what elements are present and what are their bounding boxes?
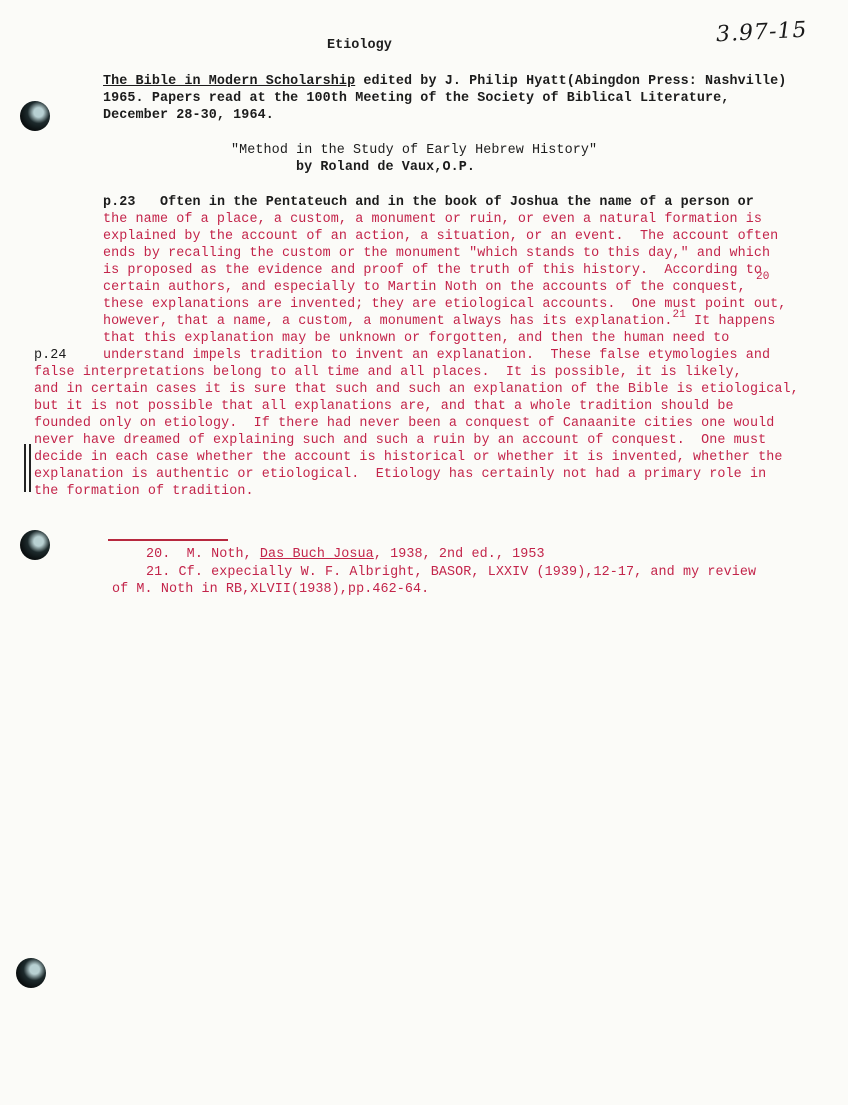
footnote-ref-21: 21: [672, 309, 686, 321]
body-line-8-tail: It happens: [685, 314, 776, 329]
body-line-3: explained by the account of an action, a situation, or an event. The account often: [103, 229, 779, 244]
body-line-14: founded only on etiology. If there had never been a conquest of Canaanite cities one would: [34, 416, 775, 431]
body-line-15: never have dreamed of explaining such and such a ruin by an account of conquest. One must: [34, 433, 767, 448]
citation-line-3: December 28-30, 1964.: [103, 108, 274, 123]
footnote-20-edition: , 1938, 2nd ed., 1953: [373, 547, 545, 562]
footnote-20: [146, 546, 545, 563]
footnote-21-line-1: 21. Cf. expecially W. F. Albright, BASOR, LXXIV (1939),12-17, and my review: [146, 565, 757, 580]
body-line-18: the formation of tradition.: [34, 484, 254, 499]
body-line-16: decide in each case whether the account is historical or whether it is invented, whether the: [34, 450, 783, 465]
page-marker-24: p.24: [34, 348, 67, 363]
footnote-20-title: Das Buch Josua: [259, 547, 374, 562]
body-line-6: certain authors, and especially to Martin Noth on the accounts of the conquest,: [103, 280, 746, 295]
footnote-ref-20: 20: [756, 271, 770, 283]
article-author: by Roland de Vaux,O.P.: [296, 160, 475, 175]
punch-hole-bottom: [16, 958, 46, 988]
citation-line-2: 1965. Papers read at the 100th Meeting of the Society of Biblical Literature,: [103, 91, 730, 106]
body-line-10: understand impels tradition to invent an explanation. These false etymologies and: [103, 348, 771, 363]
page-heading: Etiology: [327, 38, 392, 53]
body-line-5-text: is proposed as the evidence and proof of the truth of this history. According to: [103, 263, 762, 278]
margin-mark-1: [24, 444, 26, 492]
body-line-8-text: however, that a name, a custom, a monument always has its explanation.: [103, 314, 673, 329]
body-line-12: and in certain cases it is sure that such and such an explanation of the Bible is etiological,: [34, 382, 799, 397]
body-line-13: but it is not possible that all explanations are, and that a whole tradition should be: [34, 399, 734, 414]
body-line-1: Often in the Pentateuch and in the book of Joshua the name of a person or: [160, 195, 754, 210]
body-line-4: ends by recalling the custom or the monument "which stands to this day," and which: [103, 246, 771, 261]
margin-mark-2: [29, 444, 31, 492]
footnote-21-line-2: of M. Noth in RB,XLVII(1938),pp.462-64.: [112, 582, 430, 597]
page-marker-23: p.23: [103, 195, 136, 210]
body-line-7: these explanations are invented; they are etiological accounts. One must point out,: [103, 297, 787, 312]
body-line-8: [103, 309, 776, 331]
footnote-divider: [108, 539, 228, 541]
book-title: The Bible in Modern Scholarship: [103, 74, 356, 89]
body-line-9: that this explanation may be unknown or forgotten, and then the human need to: [103, 331, 730, 346]
punch-hole-middle: [20, 530, 50, 560]
body-line-5: [103, 262, 770, 283]
citation-line-1: [103, 73, 786, 90]
body-line-2: the name of a place, a custom, a monument or ruin, or even a natural formation is: [103, 212, 762, 227]
body-line-11: false interpretations belong to all time and all places. It is possible, it is likely,: [34, 365, 742, 380]
footnote-20-author: 20. M. Noth,: [146, 547, 260, 562]
citation-editor: edited by J. Philip Hyatt(Abingdon Press: Nashville): [355, 74, 787, 89]
punch-hole-top: [20, 101, 50, 131]
body-line-17: explanation is authentic or etiological. Etiology has certainly not had a primary role in: [34, 467, 767, 482]
handwritten-file-number: 3.97-15: [715, 17, 809, 48]
article-title: "Method in the Study of Early Hebrew History": [231, 143, 598, 158]
